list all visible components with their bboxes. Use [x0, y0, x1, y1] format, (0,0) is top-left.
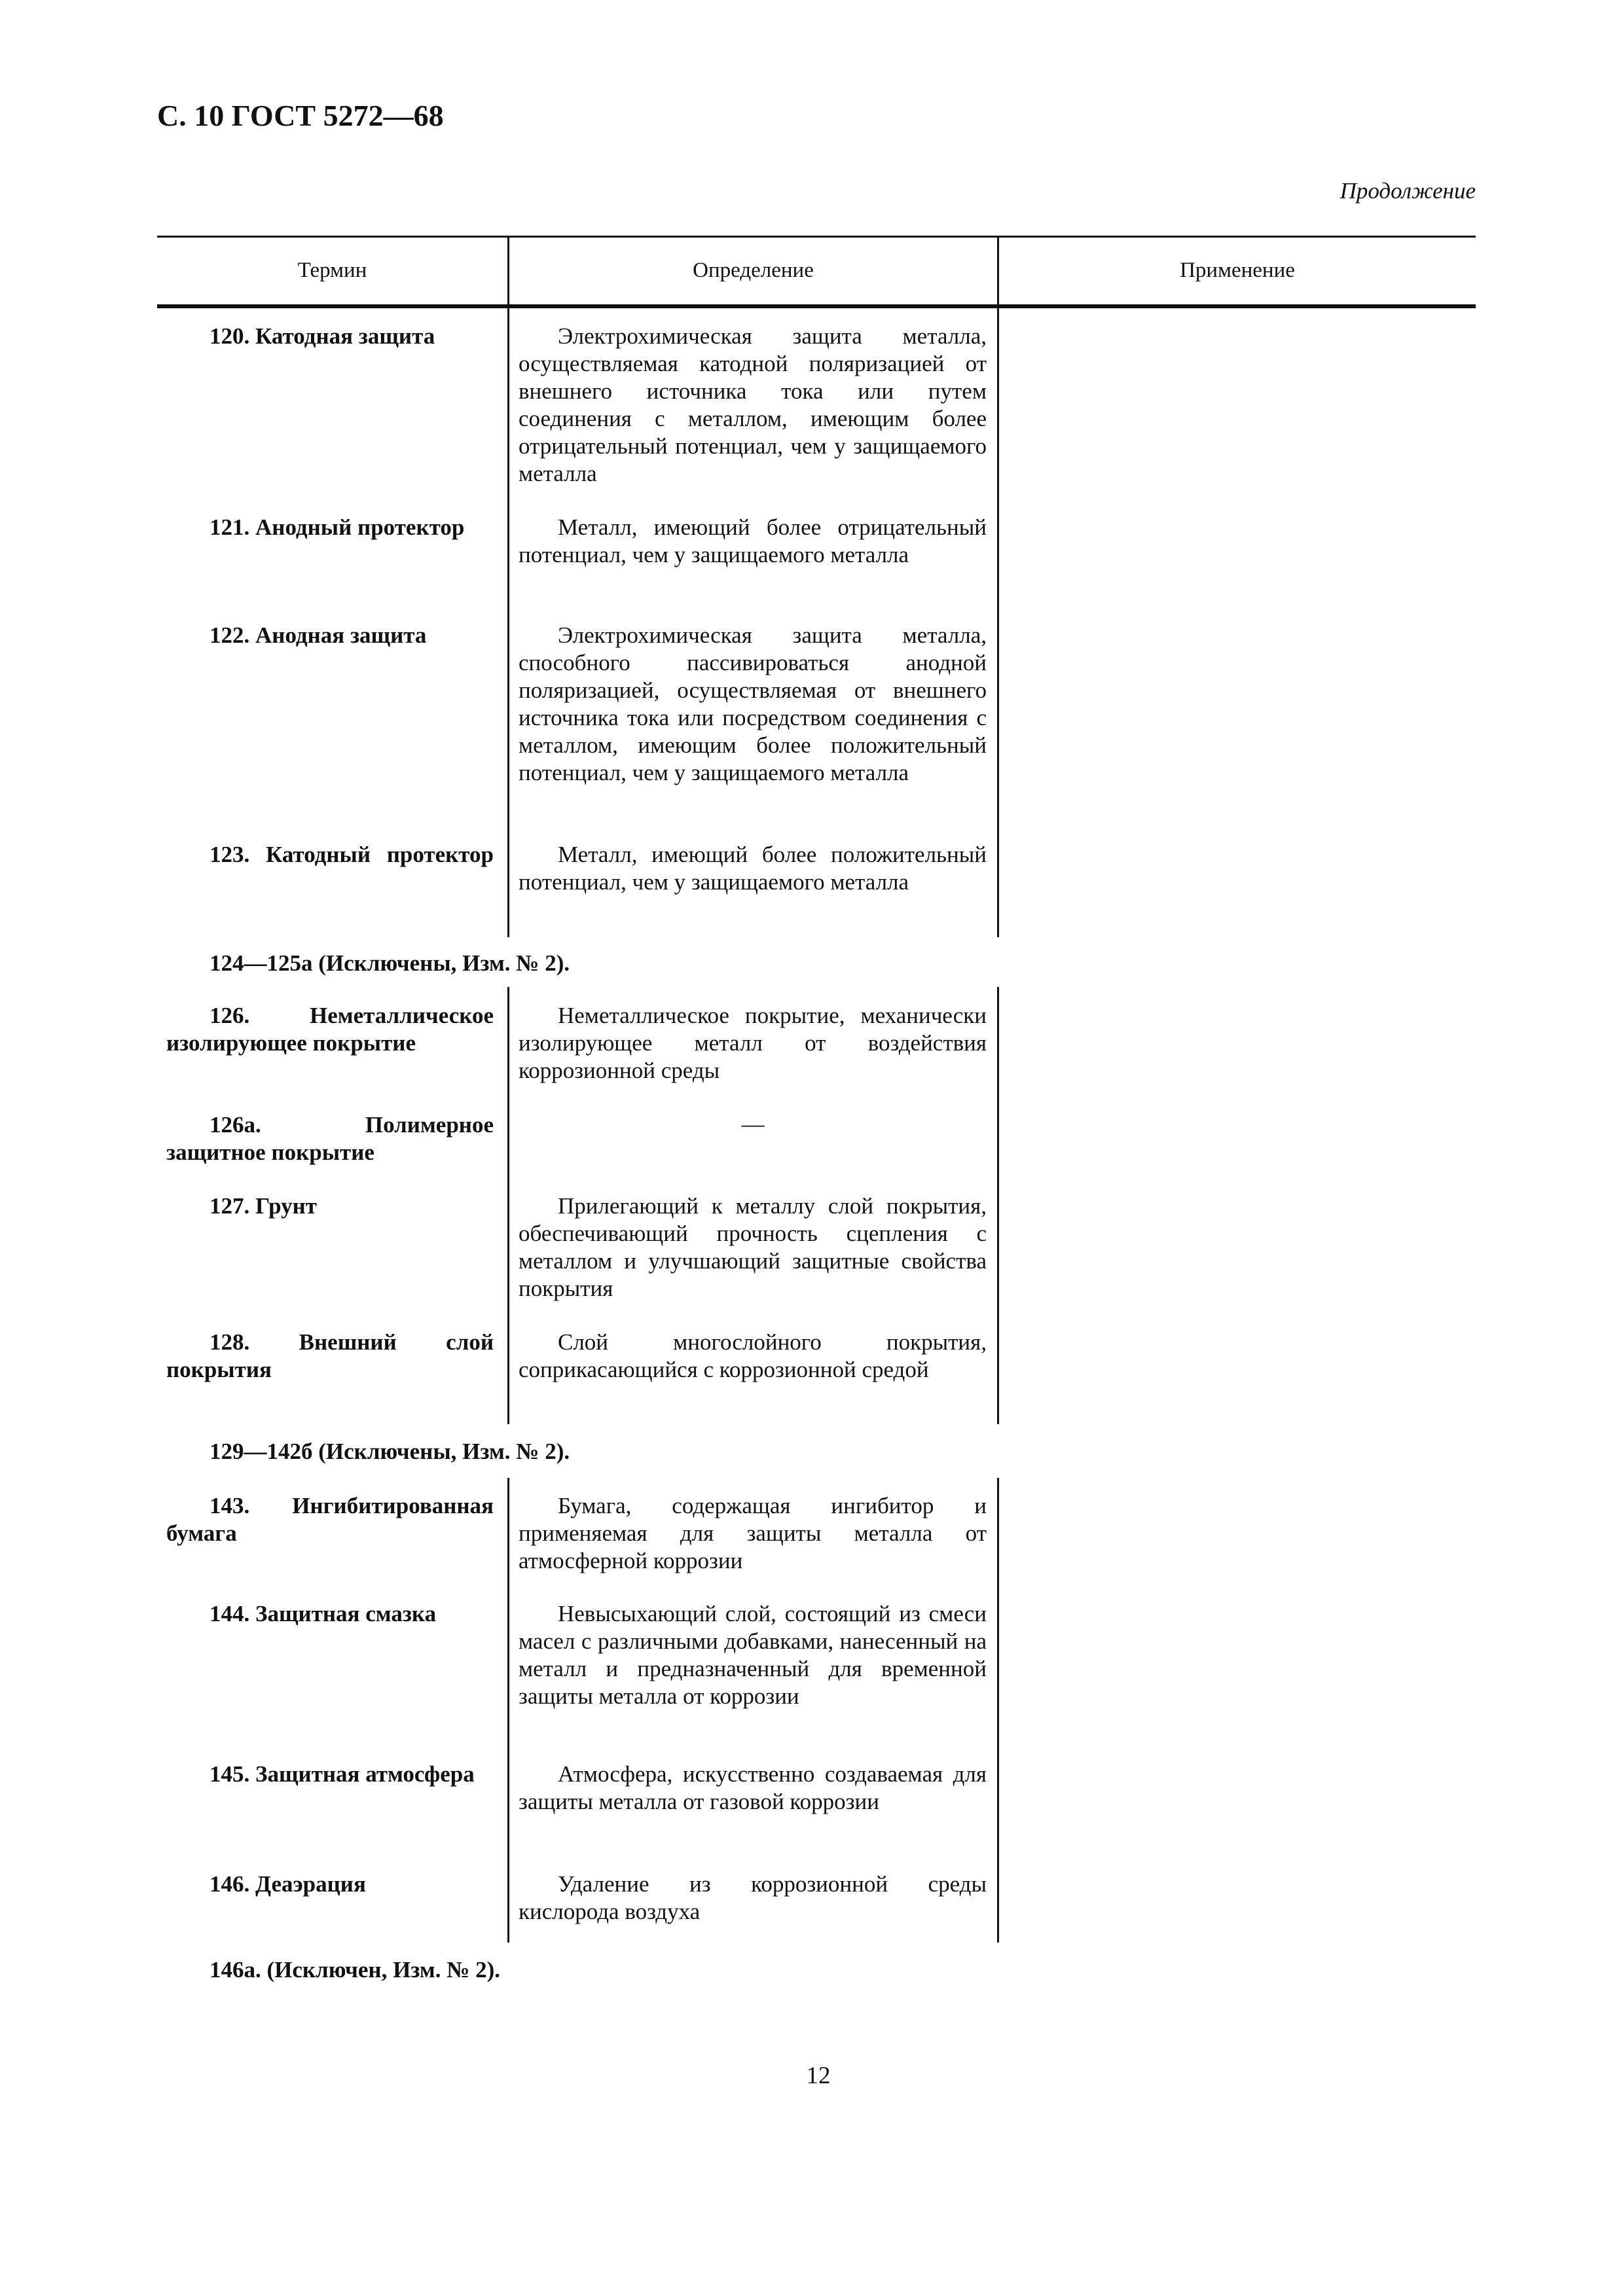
- excluded-note: 124—125а (Исключены, Изм. № 2).: [210, 950, 570, 976]
- column-divider: [507, 987, 509, 1424]
- definition-127: Прилегающий к металлу слой покрытия, обеспечивающий прочность сцепления с металлом и улучшающий защитные свойства покрытия: [519, 1193, 987, 1301]
- column-divider: [997, 987, 999, 1424]
- excluded-note: 146а. (Исключен, Изм. № 2).: [210, 1957, 501, 1982]
- term-128: 128. Внешний слой покрытия: [166, 1329, 494, 1382]
- column-divider: [507, 236, 509, 306]
- definition-145: Атмосфера, искусственно создаваемая для защиты металла от газовой коррозии: [519, 1761, 987, 1814]
- term-121: 121. Анодный протектор: [210, 514, 465, 540]
- term-126a: 126а. Полимерное защитное покрытие: [166, 1112, 494, 1165]
- definition-144: Невысыхающий слой, состоящий из смеси масел с различными добавками, нанесенный на металл и предназначенный для временной защиты металла от коррозии: [519, 1601, 987, 1709]
- page-number: 12: [806, 2062, 831, 2089]
- definition-143: Бумага, содержащая ингибитор и применяемая для защиты металла от атмосферной коррозии: [519, 1493, 987, 1573]
- column-header-application: Применение: [1180, 259, 1295, 282]
- definition-121: Металл, имеющий более отрицательный потенциал, чем у защищаемого металла: [519, 514, 987, 567]
- excluded-note: 129—142б (Исключены, Изм. № 2).: [210, 1439, 570, 1464]
- definition-146: Удаление из коррозионной среды кислорода воздуха: [519, 1871, 987, 1924]
- continuation-label: Продолжение: [1340, 178, 1476, 204]
- table-top-rule: [157, 236, 1476, 238]
- definition-122: Электрохимическая защита металла, способного пассивироваться анодной поляризацией, осуществляемая от внешнего источника тока или посредством соединения с металлом, имеющим более положительный потенциал, чем у защищаемого металла: [519, 622, 987, 785]
- document-header: С. 10 ГОСТ 5272—68: [157, 99, 444, 132]
- term-146: 146. Деаэрация: [210, 1871, 366, 1897]
- term-127: 127. Грунт: [210, 1193, 317, 1219]
- column-divider: [507, 1478, 509, 1943]
- definition-126: Неметаллическое покрытие, механически изолирующее металл от воздействия коррозионной среды: [519, 1003, 987, 1083]
- term-143: 143. Ингибитированная бумага: [166, 1493, 494, 1546]
- definition-126a: —: [741, 1111, 765, 1137]
- column-divider: [997, 308, 999, 937]
- term-144: 144. Защитная смазка: [210, 1601, 437, 1626]
- column-header-definition: Определение: [693, 259, 814, 282]
- header-rule: [157, 304, 1476, 308]
- definition-123: Металл, имеющий более положительный потенциал, чем у защищаемого металла: [519, 842, 987, 895]
- column-divider: [997, 1478, 999, 1943]
- term-120: 120. Катодная защита: [210, 323, 435, 349]
- column-header-term: Термин: [297, 259, 367, 282]
- column-divider: [507, 308, 509, 937]
- term-145: 145. Защитная атмосфера: [210, 1761, 475, 1787]
- term-126: 126. Неметаллическое изолирующее покрытие: [166, 1003, 494, 1056]
- term-122: 122. Анодная защита: [210, 622, 427, 648]
- term-123: 123. Катодный протектор: [210, 842, 494, 867]
- column-divider: [997, 236, 999, 306]
- definition-128: Слой многослойного покрытия, соприкасающийся с коррозионной средой: [519, 1329, 987, 1382]
- definition-120: Электрохимическая защита металла, осуществляемая катодной поляризацией от внешнего источника тока или путем соединения с металлом, имеющим более отрицательный потенциал, чем у защищаемого металла: [519, 323, 987, 486]
